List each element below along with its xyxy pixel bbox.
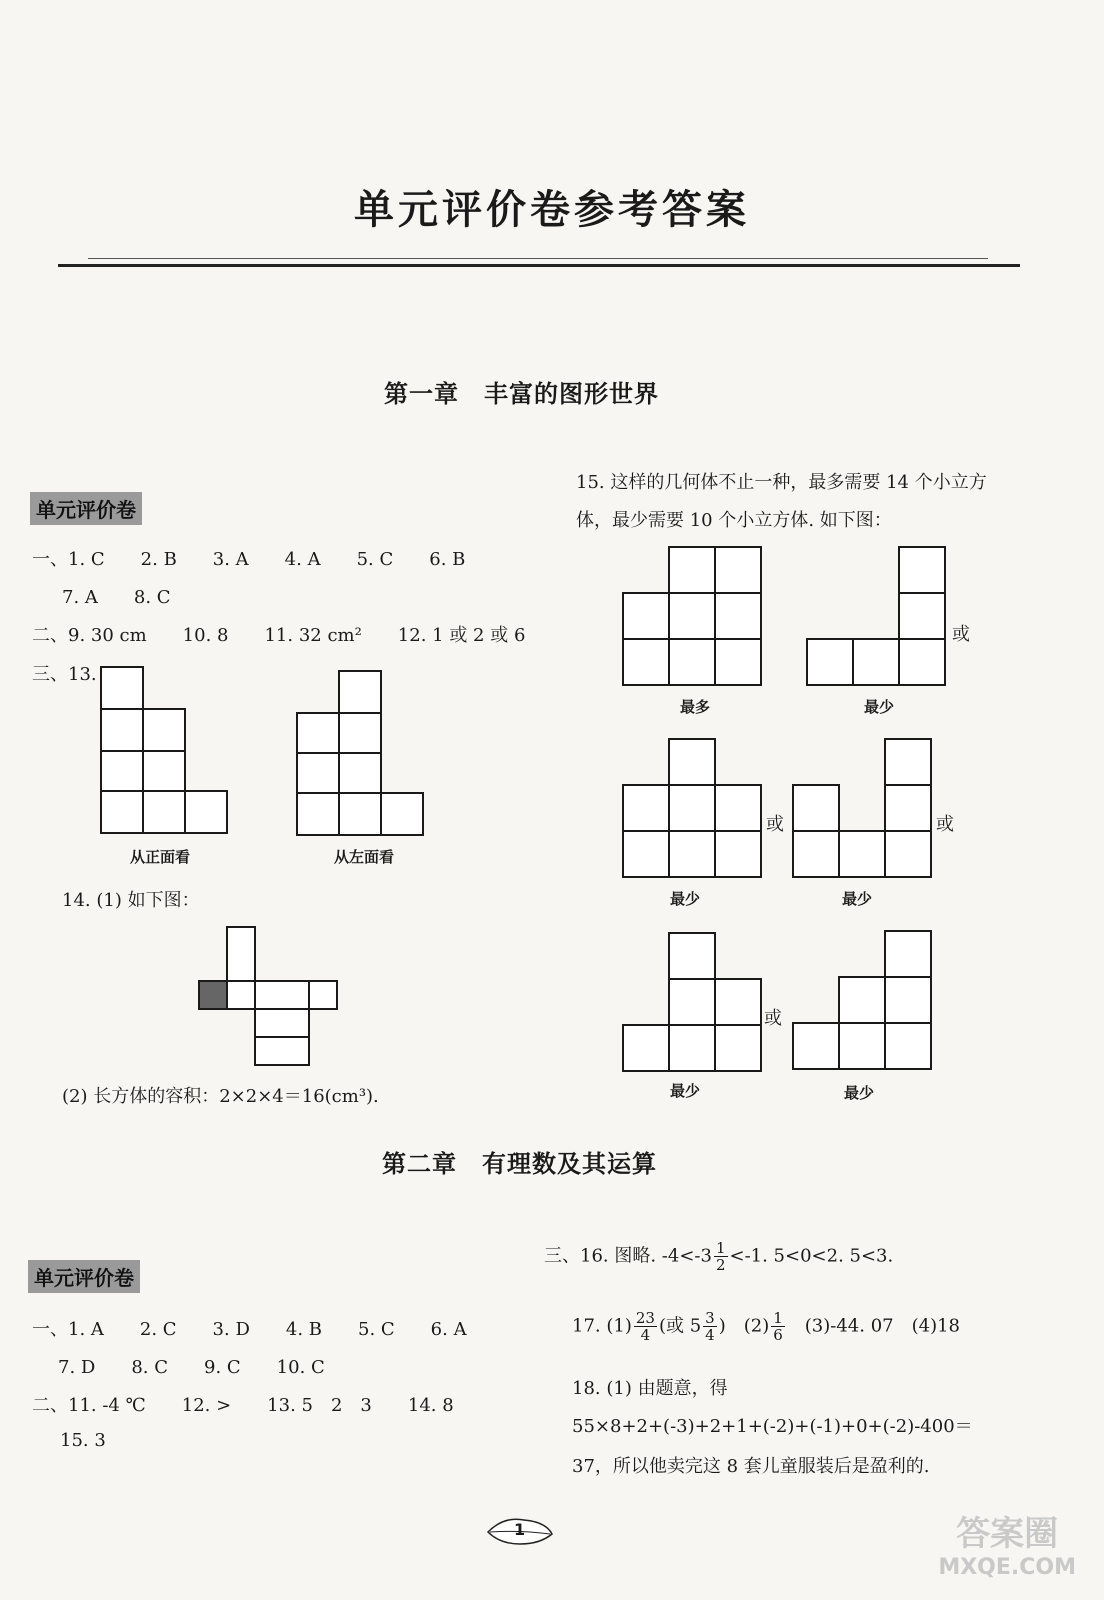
q17-f2-num: 3	[705, 1309, 715, 1327]
chapter2-badge: 单元评价卷	[28, 1260, 140, 1293]
left-view-caption: 从左面看	[334, 848, 395, 866]
q17-part-c: ) (2)	[718, 1315, 770, 1337]
ch1-answers-line4: 三、13.	[32, 664, 97, 685]
q17-f2-den: 4	[705, 1326, 715, 1344]
watermark-line1: 答案圈	[956, 1514, 1059, 1554]
q15-caption-least: 最少	[842, 890, 873, 908]
q14-part1: 14. (1) 如下图：	[62, 890, 200, 911]
chapter1-heading: 第一章 丰富的图形世界	[384, 380, 659, 408]
q17-f3-num: 1	[773, 1309, 783, 1327]
watermark	[938, 1506, 1076, 1580]
q15-caption-least: 最少	[670, 1082, 701, 1100]
q16-frac-num: 1	[715, 1239, 726, 1257]
q17-fraction-3	[771, 1310, 785, 1343]
or-label: 或	[764, 1008, 782, 1029]
ch2-answers-line4: 15. 3	[60, 1430, 106, 1451]
title-rule	[58, 264, 1020, 267]
watermark-line2: MXQE.COM	[938, 1555, 1076, 1580]
or-label: 或	[936, 814, 954, 835]
page-title: 单元评价卷参考答案	[354, 187, 750, 233]
ch1-answers-line3: 二、9. 30 cm 10. 8 11. 32 cm² 12. 1 或 2 或 6	[32, 625, 526, 646]
q15-caption-most: 最多	[680, 698, 711, 716]
q18-line1: 18. (1) 由题意，得	[572, 1378, 728, 1399]
q17-line	[572, 1310, 960, 1343]
q17-fraction-1	[634, 1310, 657, 1343]
chapter2-heading: 第二章 有理数及其运算	[382, 1150, 657, 1178]
q17-fraction-2	[703, 1310, 717, 1343]
q16-pre: 三、16. 图略. -4<-3	[544, 1245, 712, 1267]
q18-line3: 37，所以他卖完这 8 套儿童服装后是盈利的.	[572, 1456, 930, 1477]
q14-part2: (2) 长方体的容积：2×2×4＝16(cm³).	[62, 1086, 379, 1107]
q17-part-d: (3)-44. 07 (4)18	[786, 1315, 961, 1337]
q18-line2: 55×8+2+(-3)+2+1+(-2)+(-1)+0+(-2)-400＝	[572, 1416, 973, 1437]
q15-line2: 体，最少需要 10 个小立方体. 如下图：	[576, 510, 892, 531]
page-number: 1	[514, 1520, 526, 1539]
q15-caption-least: 最少	[864, 698, 895, 716]
q15-line1: 15. 这样的几何体不止一种，最多需要 14 个小立方	[576, 472, 987, 493]
q17-f1-num: 23	[635, 1309, 655, 1327]
q16-line	[544, 1240, 893, 1273]
ch2-answers-line1: 一、1. A 2. C 3. D 4. B 5. C 6. A	[32, 1319, 467, 1340]
q16-frac-den: 2	[715, 1256, 726, 1274]
q17-part-b: (或 5	[658, 1315, 702, 1337]
q17-part-a: 17. (1)	[572, 1315, 632, 1337]
or-label: 或	[766, 814, 784, 835]
chapter1-badge: 单元评价卷	[30, 492, 142, 525]
ch2-answers-line3: 二、11. -4 ℃ 12. > 13. 5 2 3 14. 8	[32, 1395, 454, 1416]
title-rule-thin	[88, 258, 988, 259]
q17-f1-den: 4	[640, 1326, 651, 1344]
or-label: 或	[952, 624, 970, 645]
q15-caption-least: 最少	[670, 890, 701, 908]
q15-caption-least: 最少	[844, 1084, 875, 1102]
q17-f3-den: 6	[773, 1326, 783, 1344]
ch2-answers-line2: 7. D 8. C 9. C 10. C	[58, 1357, 325, 1378]
q16-post: <-1. 5<0<2. 5<3.	[729, 1245, 894, 1267]
q16-fraction	[714, 1240, 728, 1273]
front-view-caption: 从正面看	[130, 848, 191, 866]
ch1-answers-line1: 一、1. C 2. B 3. A 4. A 5. C 6. B	[32, 549, 466, 570]
ch1-answers-line2: 7. A 8. C	[62, 587, 171, 608]
page-number-badge	[484, 1512, 556, 1548]
